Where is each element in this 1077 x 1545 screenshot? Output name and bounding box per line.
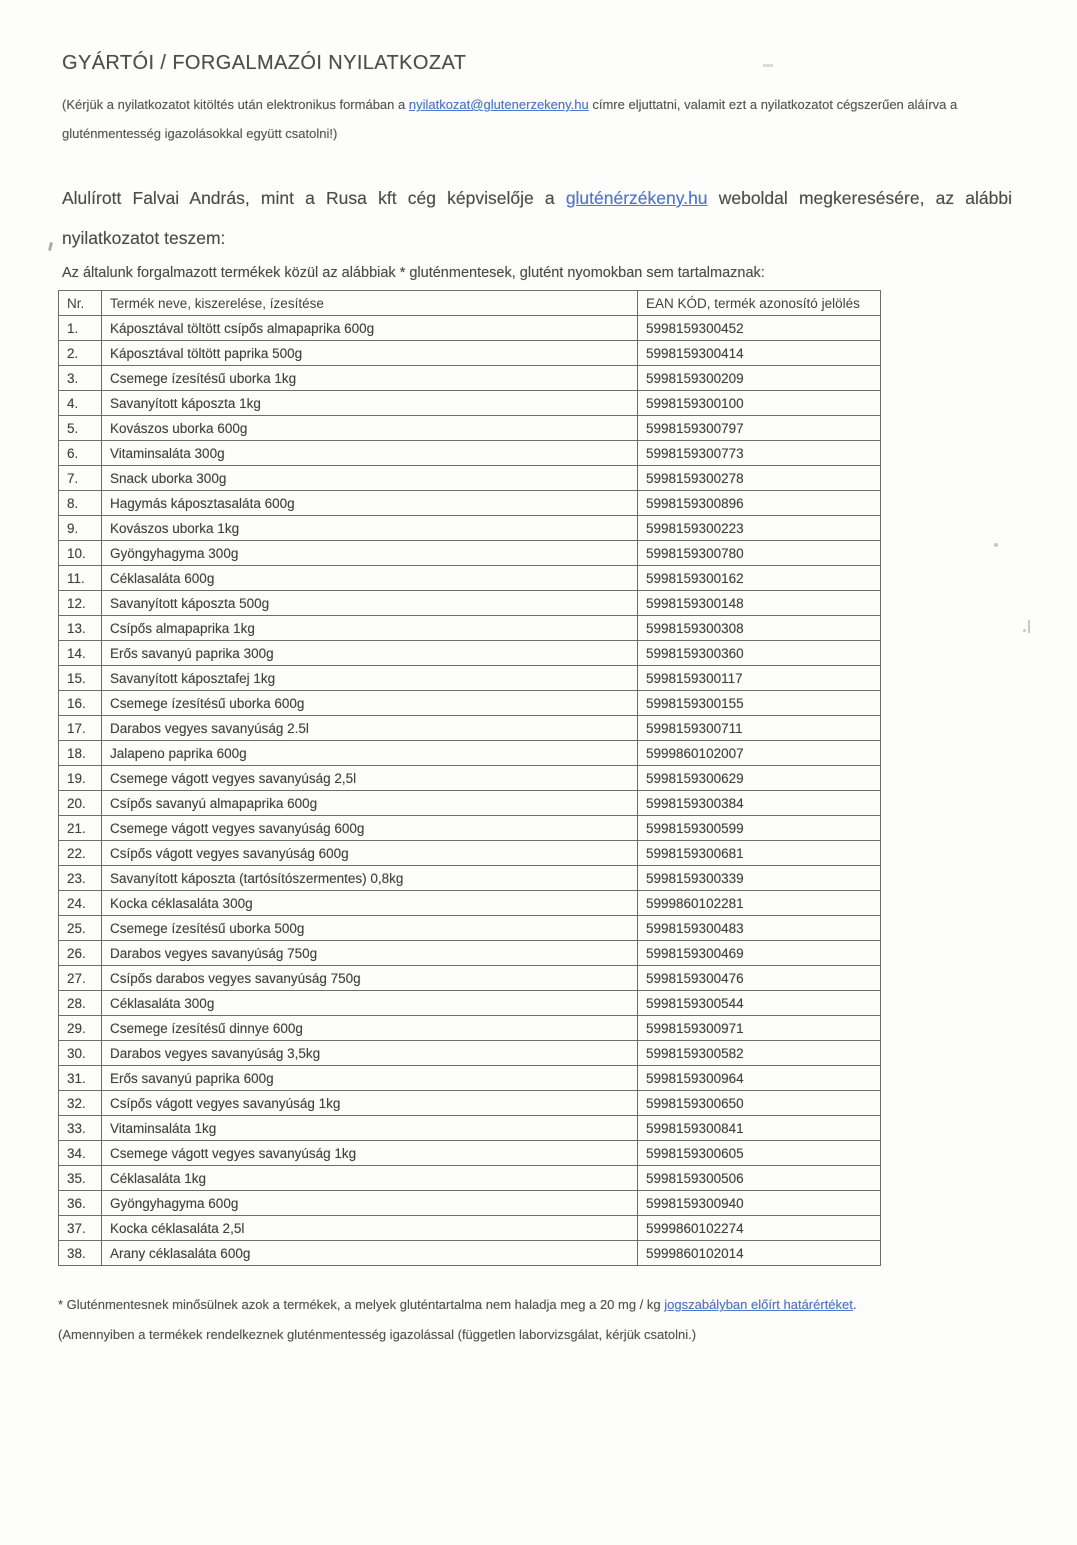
ean-code-cell: 5998159300650 (638, 1091, 881, 1116)
table-row (59, 316, 881, 341)
row-number-cell: 21. (59, 816, 102, 841)
ean-code-cell: 5998159300599 (638, 816, 881, 841)
product-name-cell: Darabos vegyes savanyúság 2.5l (102, 716, 638, 741)
row-number-cell: 15. (59, 666, 102, 691)
ean-code-cell: 5998159300469 (638, 941, 881, 966)
ean-code-cell: 5998159300483 (638, 916, 881, 941)
row-number-cell: 10. (59, 541, 102, 566)
row-number-cell: 8. (59, 491, 102, 516)
table-lead-sentence: Az általunk forgalmazott termékek közül az alábbiak * gluténmentesek, glutént nyomokban sem tartalmaznak: (62, 265, 765, 281)
table-row (59, 1116, 881, 1141)
product-table-body (59, 316, 881, 1266)
scan-artifact (1028, 620, 1030, 633)
scan-artifact (994, 543, 998, 547)
row-number-cell: 2. (59, 341, 102, 366)
row-number-cell: 34. (59, 1141, 102, 1166)
product-name-cell: Hagymás káposztasaláta 600g (102, 491, 638, 516)
product-name-cell: Gyöngyhagyma 600g (102, 1191, 638, 1216)
ean-code-cell: 5998159300605 (638, 1141, 881, 1166)
product-name-cell: Csípős almapaprika 1kg (102, 616, 638, 641)
row-number-cell: 20. (59, 791, 102, 816)
ean-code-cell: 5998159300384 (638, 791, 881, 816)
ean-code-cell: 5998159300162 (638, 566, 881, 591)
product-name-cell: Kovászos uborka 1kg (102, 516, 638, 541)
scan-artifact (48, 242, 53, 251)
table-row (59, 741, 881, 766)
ean-code-cell: 5998159300841 (638, 1116, 881, 1141)
ean-code-cell: 5998159300452 (638, 316, 881, 341)
row-number-cell: 33. (59, 1116, 102, 1141)
header-row (59, 291, 881, 316)
ean-code-cell: 5998159300360 (638, 641, 881, 666)
table-row (59, 641, 881, 666)
row-number-cell: 24. (59, 891, 102, 916)
header-nr: Nr. (59, 291, 102, 316)
table-row (59, 366, 881, 391)
table-row (59, 566, 881, 591)
table-row (59, 841, 881, 866)
ean-code-cell: 5998159300209 (638, 366, 881, 391)
table-row (59, 1141, 881, 1166)
product-name-cell: Darabos vegyes savanyúság 3,5kg (102, 1041, 638, 1066)
note-text-prefix: (Kérjük a nyilatkozatot kitöltés után elektronikus formában a (62, 97, 409, 112)
product-name-cell: Csípős vágott vegyes savanyúság 600g (102, 841, 638, 866)
ean-code-cell: 5998159300476 (638, 966, 881, 991)
footnote (58, 1290, 1015, 1350)
row-number-cell: 29. (59, 1016, 102, 1041)
table-row (59, 466, 881, 491)
row-number-cell: 30. (59, 1041, 102, 1066)
product-name-cell: Csemege ízesítésű uborka 500g (102, 916, 638, 941)
table-row (59, 441, 881, 466)
note-text-suffix: címre eljuttatni, valamit ezt a nyilatkozatot cégszerűen aláírva a gluténmentesség igazolásokkal együtt csatolni!) (62, 97, 958, 141)
ean-code-cell: 5998159300117 (638, 666, 881, 691)
row-number-cell: 5. (59, 416, 102, 441)
table-row (59, 1216, 881, 1241)
product-name-cell: Savanyított káposzta 500g (102, 591, 638, 616)
ean-code-cell: 5998159300148 (638, 591, 881, 616)
ean-code-cell: 5998159300278 (638, 466, 881, 491)
instruction-note (62, 90, 1013, 148)
table-row (59, 716, 881, 741)
table-row (59, 766, 881, 791)
ean-code-cell: 5998159300711 (638, 716, 881, 741)
table-row (59, 391, 881, 416)
ean-code-cell: 5998159300544 (638, 991, 881, 1016)
product-name-cell: Csemege vágott vegyes savanyúság 600g (102, 816, 638, 841)
product-name-cell: Csemege vágott vegyes savanyúság 2,5l (102, 766, 638, 791)
table-row (59, 341, 881, 366)
product-name-cell: Arany céklasaláta 600g (102, 1241, 638, 1266)
ean-code-cell: 5998159300414 (638, 341, 881, 366)
law-limit-link[interactable]: jogszabályban előírt határértéket (664, 1297, 853, 1312)
table-row (59, 541, 881, 566)
table-row (59, 516, 881, 541)
product-name-cell: Csemege ízesítésű uborka 1kg (102, 366, 638, 391)
product-name-cell: Kovászos uborka 600g (102, 416, 638, 441)
ean-code-cell: 5998159300780 (638, 541, 881, 566)
ean-code-cell: 5999860102014 (638, 1241, 881, 1266)
product-name-cell: Csípős darabos vegyes savanyúság 750g (102, 966, 638, 991)
product-name-cell: Savanyított káposzta (tartósítószermentes) 0,8kg (102, 866, 638, 891)
row-number-cell: 4. (59, 391, 102, 416)
product-table-header (59, 291, 881, 316)
ean-code-cell: 5999860102281 (638, 891, 881, 916)
ean-code-cell: 5998159300223 (638, 516, 881, 541)
product-name-cell: Céklasaláta 300g (102, 991, 638, 1016)
row-number-cell: 16. (59, 691, 102, 716)
table-row (59, 416, 881, 441)
footnote-text-prefix: * Gluténmentesnek minősülnek azok a termékek, a melyek gluténtartalma nem haladja meg a 20 mg / kg (58, 1297, 665, 1312)
row-number-cell: 38. (59, 1241, 102, 1266)
product-name-cell: Vitaminsaláta 1kg (102, 1116, 638, 1141)
ean-code-cell: 5998159300896 (638, 491, 881, 516)
table-row (59, 1016, 881, 1041)
product-table (58, 290, 881, 1266)
product-name-cell: Savanyított káposzta 1kg (102, 391, 638, 416)
row-number-cell: 25. (59, 916, 102, 941)
table-row (59, 616, 881, 641)
table-row (59, 866, 881, 891)
row-number-cell: 19. (59, 766, 102, 791)
product-name-cell: Gyöngyhagyma 300g (102, 541, 638, 566)
scan-artifact (763, 64, 773, 67)
ean-code-cell: 5999860102274 (638, 1216, 881, 1241)
table-row (59, 491, 881, 516)
row-number-cell: 12. (59, 591, 102, 616)
table-row (59, 916, 881, 941)
footnote-line2: (Amennyiben a termékek rendelkeznek gluténmentesség igazolással (független laborvizsgálat, kérjük csatolni.) (58, 1327, 697, 1342)
ean-code-cell: 5998159300582 (638, 1041, 881, 1066)
product-name-cell: Savanyított káposztafej 1kg (102, 666, 638, 691)
table-row (59, 966, 881, 991)
row-number-cell: 13. (59, 616, 102, 641)
product-name-cell: Céklasaláta 1kg (102, 1166, 638, 1191)
website-link[interactable]: gluténérzékeny.hu (565, 188, 708, 208)
row-number-cell: 31. (59, 1066, 102, 1091)
row-number-cell: 27. (59, 966, 102, 991)
ean-code-cell: 5998159300964 (638, 1066, 881, 1091)
declaration-intro (62, 178, 1012, 258)
intro-text-suffix: weboldal megkeresésére, az alábbi nyilatkozatot teszem: (62, 188, 1012, 248)
document-title: GYÁRTÓI / FORGALMAZÓI NYILATKOZAT (62, 52, 467, 74)
table-row (59, 991, 881, 1016)
table-row (59, 1066, 881, 1091)
table-row (59, 941, 881, 966)
row-number-cell: 18. (59, 741, 102, 766)
table-row (59, 1241, 881, 1266)
row-number-cell: 9. (59, 516, 102, 541)
ean-code-cell: 5998159300506 (638, 1166, 881, 1191)
row-number-cell: 11. (59, 566, 102, 591)
product-name-cell: Céklasaláta 600g (102, 566, 638, 591)
header-product-name: Termék neve, kiszerelése, ízesítése (102, 291, 638, 316)
ean-code-cell: 5998159300155 (638, 691, 881, 716)
row-number-cell: 32. (59, 1091, 102, 1116)
product-name-cell: Erős savanyú paprika 300g (102, 641, 638, 666)
row-number-cell: 36. (59, 1191, 102, 1216)
ean-code-cell: 5998159300971 (638, 1016, 881, 1041)
intro-text-prefix: Alulírott Falvai András, mint a Rusa kft cég képviselője a (62, 188, 566, 208)
row-number-cell: 17. (59, 716, 102, 741)
ean-code-cell: 5998159300308 (638, 616, 881, 641)
ean-code-cell: 5998159300629 (638, 766, 881, 791)
row-number-cell: 3. (59, 366, 102, 391)
row-number-cell: 22. (59, 841, 102, 866)
ean-code-cell: 5998159300940 (638, 1191, 881, 1216)
ean-code-cell: 5998159300100 (638, 391, 881, 416)
product-name-cell: Jalapeno paprika 600g (102, 741, 638, 766)
product-name-cell: Kocka céklasaláta 2,5l (102, 1216, 638, 1241)
table-row (59, 1191, 881, 1216)
header-ean-code: EAN KÓD, termék azonosító jelölés (638, 291, 881, 316)
row-number-cell: 7. (59, 466, 102, 491)
product-name-cell: Csípős savanyú almapaprika 600g (102, 791, 638, 816)
product-name-cell: Csemege vágott vegyes savanyúság 1kg (102, 1141, 638, 1166)
product-name-cell: Csípős vágott vegyes savanyúság 1kg (102, 1091, 638, 1116)
scan-artifact (1023, 629, 1026, 632)
table-row (59, 816, 881, 841)
product-name-cell: Káposztával töltött csípős almapaprika 600g (102, 316, 638, 341)
table-row (59, 591, 881, 616)
row-number-cell: 1. (59, 316, 102, 341)
table-row (59, 666, 881, 691)
product-name-cell: Kocka céklasaláta 300g (102, 891, 638, 916)
row-number-cell: 28. (59, 991, 102, 1016)
row-number-cell: 6. (59, 441, 102, 466)
row-number-cell: 14. (59, 641, 102, 666)
product-name-cell: Csemege ízesítésű uborka 600g (102, 691, 638, 716)
table-row (59, 1166, 881, 1191)
row-number-cell: 37. (59, 1216, 102, 1241)
table-row (59, 1091, 881, 1116)
product-name-cell: Káposztával töltött paprika 500g (102, 341, 638, 366)
ean-code-cell: 5998159300339 (638, 866, 881, 891)
ean-code-cell: 5998159300773 (638, 441, 881, 466)
row-number-cell: 23. (59, 866, 102, 891)
ean-code-cell: 5998159300797 (638, 416, 881, 441)
footnote-text-suffix: . (852, 1297, 857, 1312)
product-name-cell: Snack uborka 300g (102, 466, 638, 491)
email-link[interactable]: nyilatkozat@glutenerzekeny.hu (408, 97, 589, 112)
ean-code-cell: 5999860102007 (638, 741, 881, 766)
scanned-document-page (0, 52, 1077, 1545)
table-row (59, 1041, 881, 1066)
product-name-cell: Erős savanyú paprika 600g (102, 1066, 638, 1091)
ean-code-cell: 5998159300681 (638, 841, 881, 866)
table-row (59, 791, 881, 816)
table-row (59, 691, 881, 716)
product-name-cell: Darabos vegyes savanyúság 750g (102, 941, 638, 966)
table-row (59, 891, 881, 916)
product-name-cell: Csemege ízesítésű dinnye 600g (102, 1016, 638, 1041)
product-name-cell: Vitaminsaláta 300g (102, 441, 638, 466)
row-number-cell: 26. (59, 941, 102, 966)
row-number-cell: 35. (59, 1166, 102, 1191)
